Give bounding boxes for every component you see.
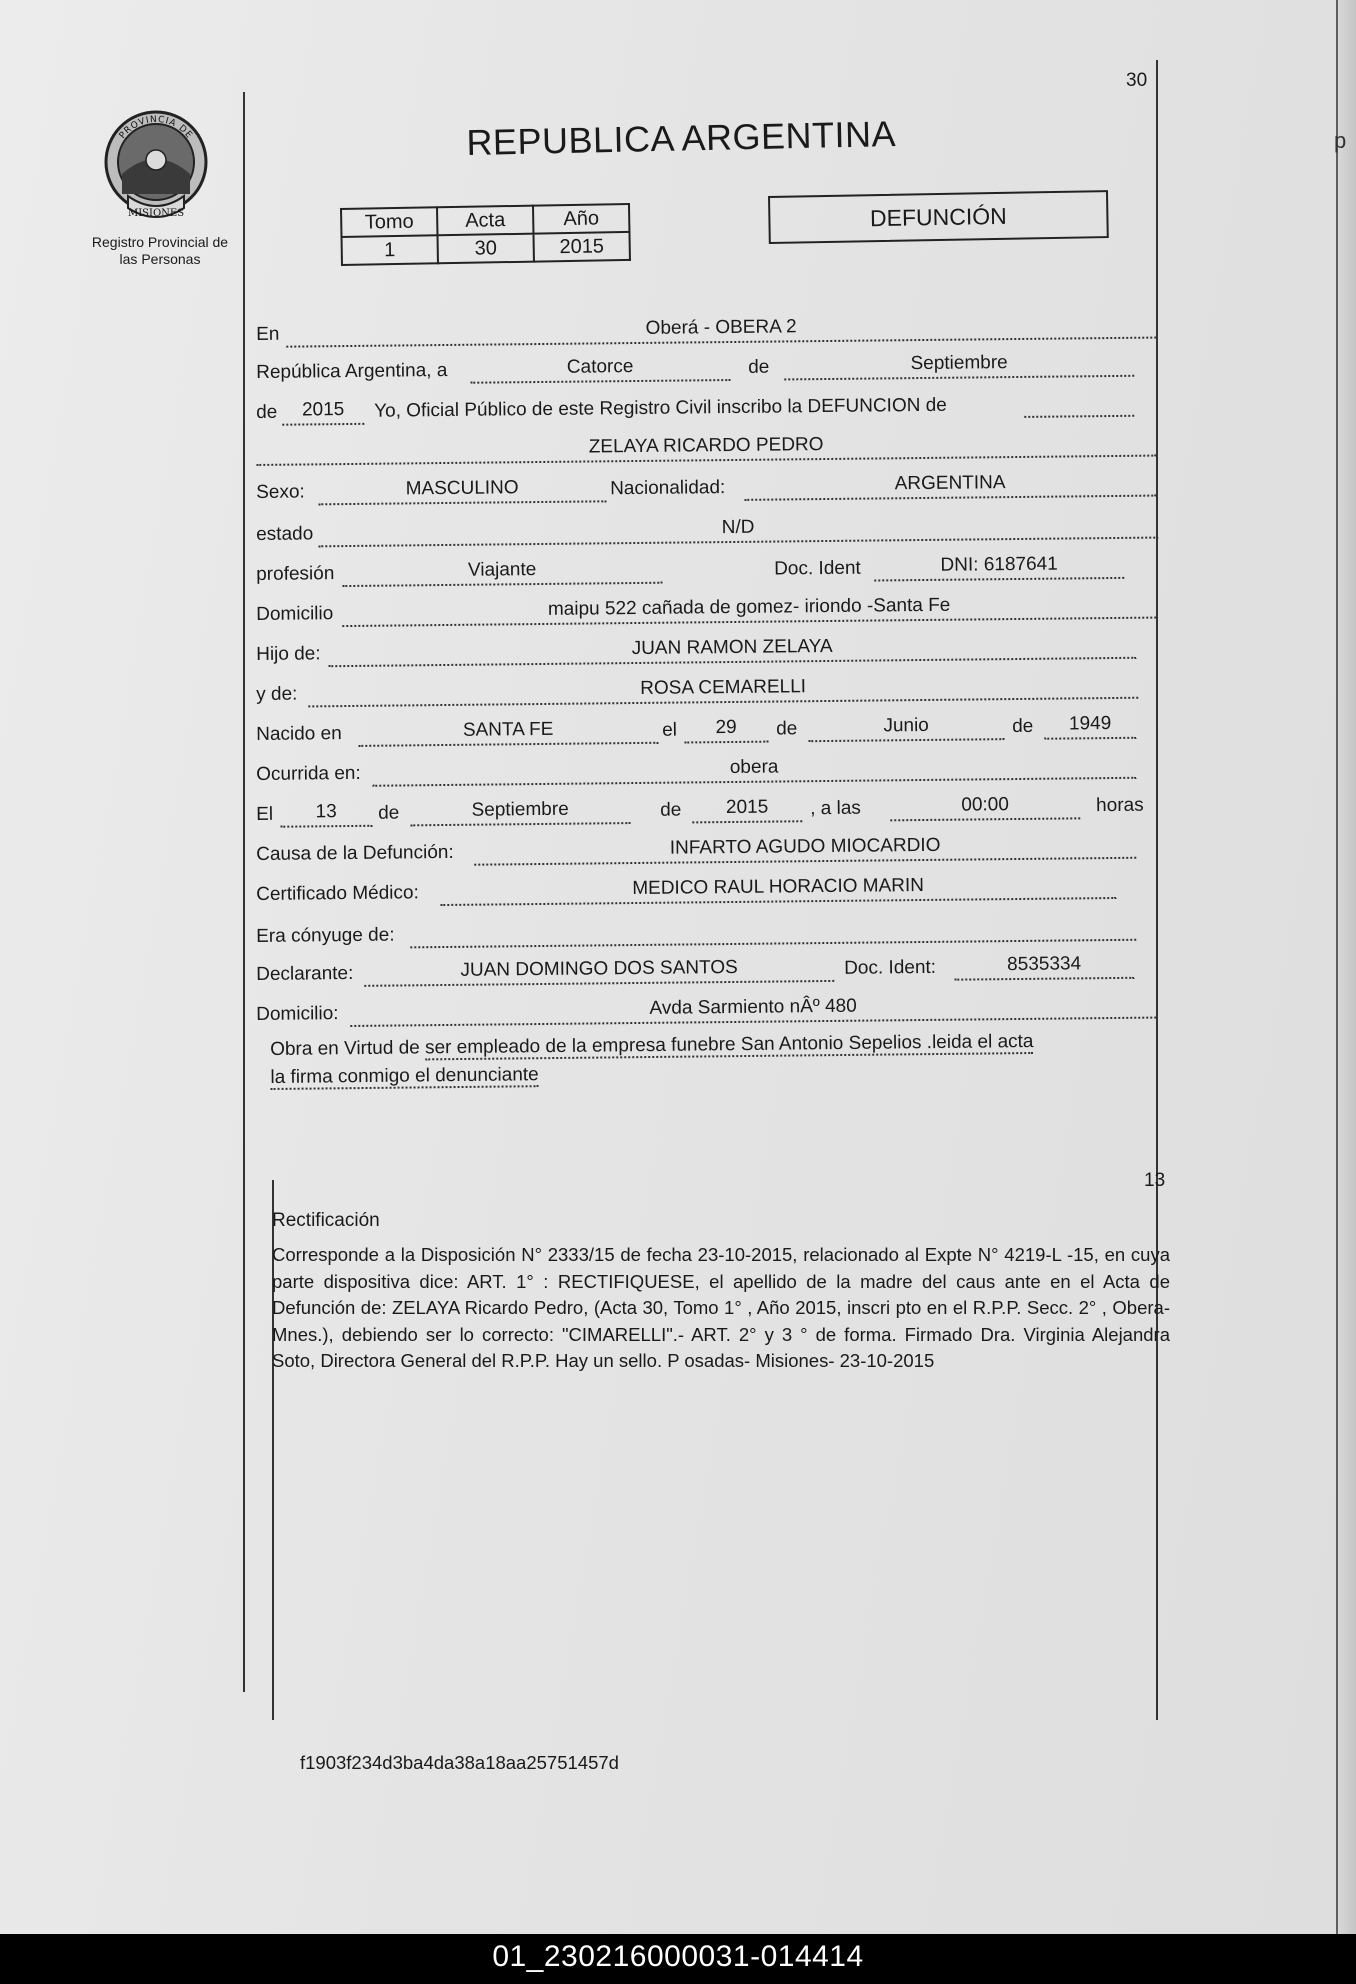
month-value: Septiembre <box>910 352 1008 375</box>
label-declarante: Declarante: <box>256 962 354 985</box>
death-year-value: 2015 <box>725 796 769 819</box>
margin-mark: p <box>1334 128 1347 153</box>
svg-text:MISIONES: MISIONES <box>127 208 185 219</box>
svg-text:PROVINCIA DE: PROVINCIA DE <box>117 114 195 141</box>
death-day-value: 13 <box>315 801 337 823</box>
label-sexo: Sexo: <box>256 481 305 503</box>
day-value: Catorce <box>566 356 634 378</box>
label-de-death-year: de <box>660 799 682 821</box>
label-domicilio-declarant: Domicilio: <box>256 1003 339 1025</box>
declarant-value: JUAN DOMINGO DOS SANTOS <box>460 956 738 981</box>
label-obra-en-virtud: Obra en Virtud de <box>270 1037 420 1060</box>
certificate-value: MEDICO RAUL HORACIO MARIN <box>632 874 925 900</box>
father-value: JUAN RAMON ZELAYA <box>631 635 833 660</box>
label-doc-ident-declarant: Doc. Ident: <box>844 956 937 979</box>
tomo-value: 1 <box>342 235 438 265</box>
label-de-death-month: de <box>378 802 400 824</box>
label-certificado: Certificado Médico: <box>256 882 419 905</box>
label-republica: República Argentina, a <box>256 359 448 383</box>
mother-value: ROSA CEMARELLI <box>640 676 807 699</box>
label-hijo-de: Hijo de: <box>256 643 321 665</box>
document-hash: f1903f234d3ba4da38a18aa25751457d <box>300 1752 619 1773</box>
year-value: 2015 <box>301 399 345 421</box>
reference-table-values <box>342 232 630 265</box>
label-nacionalidad: Nacionalidad: <box>610 477 726 500</box>
reference-table <box>340 203 631 266</box>
hour-value: 00:00 <box>961 794 1009 816</box>
obra-en-virtud <box>270 1027 1171 1092</box>
birth-month-value: Junio <box>883 714 929 737</box>
declarant-doc-value: 8535334 <box>1007 953 1082 976</box>
label-ocurrida-en: Ocurrida en: <box>256 762 361 785</box>
label-de-year: de <box>256 401 278 423</box>
rectification-body: Corresponde a la Disposición N° 2333/15 de fecha 23-10-2015, relacionado al Expte N° 4219-L -15, en cuya parte dispositiva dice: ART. 1° : RECTIFIQUESE, el apellido de la madre del caus ante en el Acta de Defunción de: ZELAYA Ricardo Pedro, (Acta 30, Tomo 1° , Año 2015, inscri pto en el R.P.P. Secc. 2° , Obera-Mnes.), debiendo ser lo correcto: "CIMARELLI".- ART. 2° y 3 ° de forma. Firmado Dra. Virginia Alejandra Soto, Directora General del R.P.P. Hay un sello. P osadas- Misiones- 23-10-2015 <box>272 1244 1170 1371</box>
scan-id-band <box>0 1934 1356 1984</box>
birth-day-value: 29 <box>715 716 737 739</box>
profession-value: Viajante <box>467 559 537 581</box>
occurred-value: obera <box>729 756 779 779</box>
registry-label-line1: Registro Provincial de <box>91 234 229 250</box>
page-title: REPUBLICA ARGENTINA <box>466 113 897 163</box>
registry-label <box>80 234 240 268</box>
birthplace-value: SANTA FE <box>462 718 554 741</box>
province-seal-logo <box>100 104 212 226</box>
record-type-box: DEFUNCIÓN <box>768 190 1109 244</box>
obra-line1: ser empleado de la empresa funebre San Antonio Sepelios .leida el acta <box>424 1031 1034 1059</box>
label-a-las: , a las <box>810 797 861 820</box>
registry-label-line2: las Personas <box>119 251 201 267</box>
deceased-name: ZELAYA RICARDO PEDRO <box>588 434 824 458</box>
adjacent-page-edge <box>1338 0 1356 1934</box>
death-month-value: Septiembre <box>471 798 569 821</box>
birth-year-value: 1949 <box>1068 713 1112 735</box>
label-de-birth-year: de <box>1012 715 1034 738</box>
label-doc-ident: Doc. Ident <box>774 557 861 580</box>
nationality-value: ARGENTINA <box>894 472 1006 495</box>
label-profesion: profesión <box>256 563 335 585</box>
place-value: Oberá - OBERA 2 <box>645 316 797 339</box>
label-horas: horas <box>1096 794 1144 817</box>
label-y-de: y de: <box>256 683 298 705</box>
anio-value: 2015 <box>533 232 629 262</box>
acta-value: 30 <box>437 234 533 264</box>
sex-value: MASCULINO <box>405 477 519 500</box>
cause-value: INFARTO AGUDO MIOCARDIO <box>669 834 941 859</box>
rectification-title: Rectificación <box>272 1210 380 1231</box>
label-en: En <box>256 323 280 345</box>
label-conyuge: Era cónyuge de: <box>256 924 395 947</box>
status-value: N/D <box>721 516 755 539</box>
tomo-header: Tomo <box>341 207 437 237</box>
label-de: de <box>748 356 770 378</box>
anio-header: Año <box>533 204 629 234</box>
left-margin-line <box>243 92 245 1692</box>
acta-header: Acta <box>437 206 533 236</box>
label-estado: estado <box>256 523 314 545</box>
scan-id: 01_230216000031-014414 <box>492 1940 864 1973</box>
trailing-field <box>1024 387 1134 418</box>
label-domicilio: Domicilio <box>256 603 334 625</box>
label-el-cap: El <box>256 803 274 825</box>
doc-value: DNI: 6187641 <box>940 553 1058 576</box>
label-de-birth-month: de <box>776 718 798 740</box>
label-el: el <box>662 719 678 741</box>
obra-line2: la firma conmigo el denunciante <box>270 1064 539 1088</box>
sheet-number: 30 <box>1126 70 1148 91</box>
label-causa: Causa de la Defunción: <box>256 841 454 865</box>
address-value: maipu 522 cañada de gomez- iriondo -Santa Fe <box>547 594 951 620</box>
declarant-address-value: Avda Sarmiento nÂº 480 <box>649 995 857 1019</box>
label-yo-oficial: Yo, Oficial Público de este Registro Civil inscribo la DEFUNCION de <box>374 394 947 422</box>
page-number: 13 <box>1144 1170 1166 1191</box>
label-nacido-en: Nacido en <box>256 723 342 745</box>
